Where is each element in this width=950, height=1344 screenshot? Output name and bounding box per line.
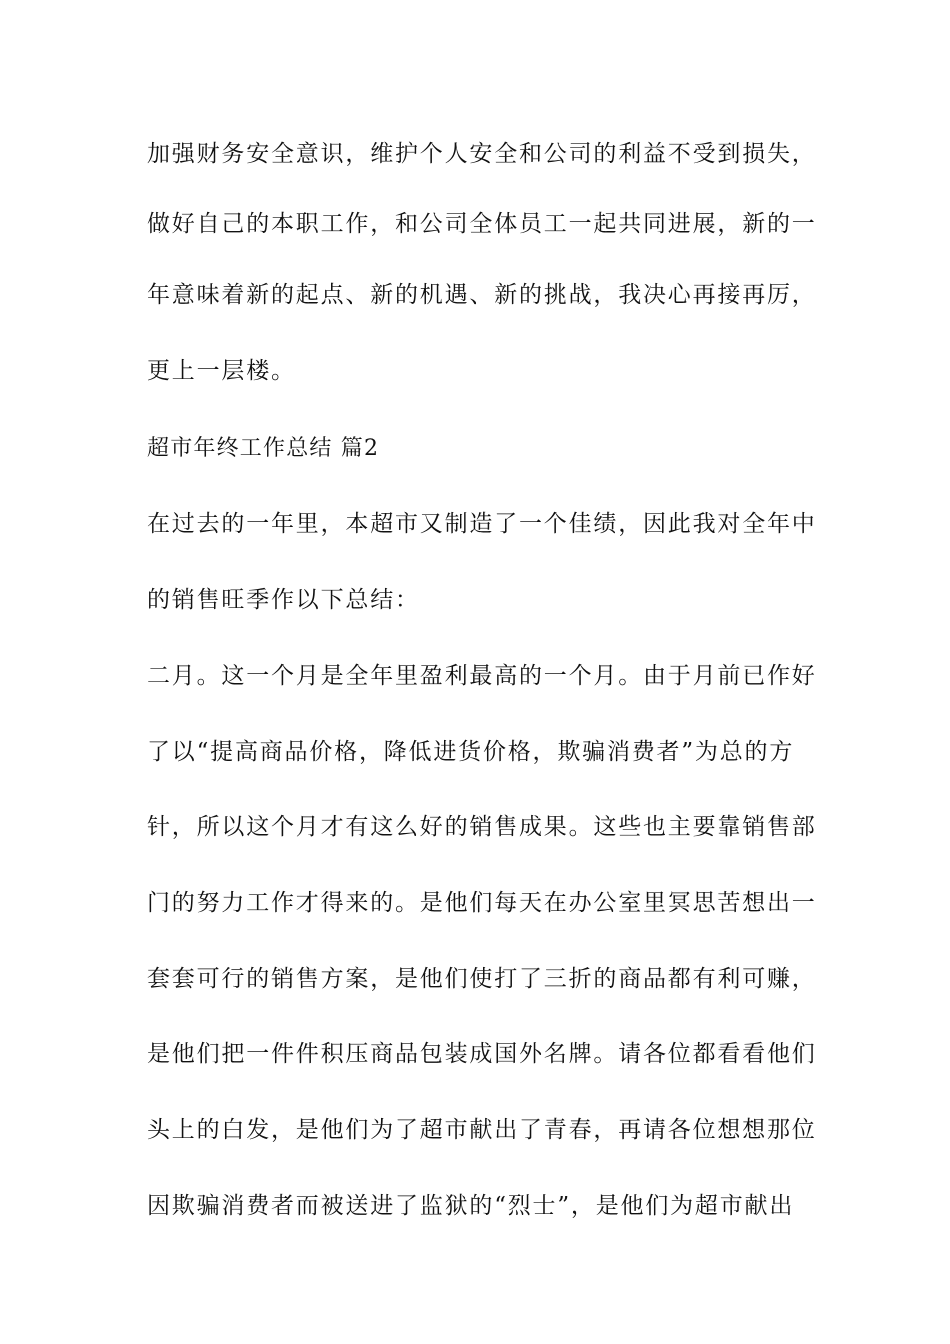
paragraph-line: 因欺骗消费者而被送进了监狱的“烈士”，是他们为超市献出 [147,1193,795,1219]
paragraph-line: 在过去的一年里，本超市又制造了一个佳绩，因此我对全年中 [147,511,817,537]
paragraph-line: 二月。这一个月是全年里盈利最高的一个月。由于月前已作好 [147,663,817,689]
paragraph-line: 针，所以这个月才有这么好的销售成果。这些也主要靠销售部 [147,814,817,840]
paragraph-line: 年意味着新的起点、新的机遇、新的挑战，我决心再接再厉， [147,282,817,308]
paragraph-line: 加强财务安全意识，维护个人安全和公司的利益不受到损失， [147,141,817,167]
paragraph-line: 做好自己的本职工作，和公司全体员工一起共同进展，新的一 [147,211,817,237]
paragraph-line: 头上的白发，是他们为了超市献出了青春，再请各位想想那位 [147,1117,817,1143]
paragraph-line: 门的努力工作才得来的。是他们每天在办公室里冥思苦想出一 [147,890,817,916]
paragraph-line: 更上一层楼。 [147,358,296,384]
paragraph-line: 的销售旺季作以下总结： [147,587,420,613]
paragraph-line: 是他们把一件件积压商品包装成国外名牌。请各位都看看他们 [147,1041,817,1067]
section-heading: 超市年终工作总结 篇2 [147,436,380,461]
paragraph-line: 了以“提高商品价格，降低进货价格，欺骗消费者”为总的方 [147,739,795,765]
paragraph-line: 套套可行的销售方案，是他们使打了三折的商品都有利可赚， [147,966,817,992]
